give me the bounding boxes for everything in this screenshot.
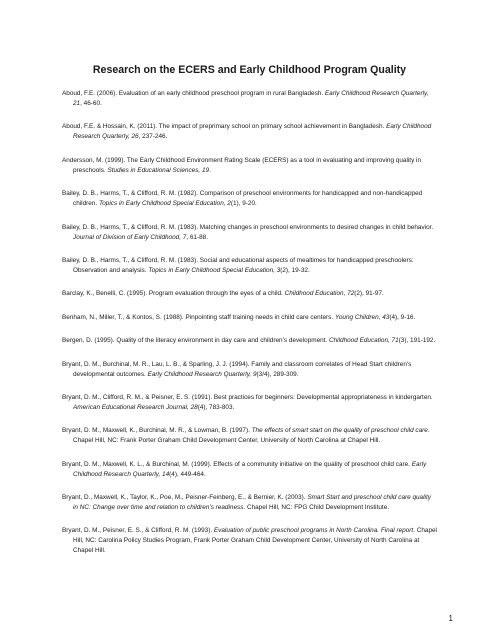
reference-item: Aboud, F.E. & Hossain, K. (2011). The impact of preprimary school on primary school achievement in Bangladesh. Early Childhood Research Quarterly, 26, 237-246. [62, 123, 432, 141]
page-title: Research on the ECERS and Early Childhood Program Quality [92, 64, 407, 76]
reference-item: Barclay, K., Benelli, C. (1995). Program evaluation through the eyes of a child. Childhood Education, 72(2), 91-97. [62, 290, 384, 298]
reference-item: Bryant, D. M., Peisner, E. S., & Clifford, R. M. (1993). Evaluation of public preschool programs in North Carolina. Final report. Chapel Hill, NC: Carolina Policy Studies Program, Frank Porter Graham Child Development Center, University of North Carolina at Chapel Hill. [62, 527, 437, 555]
page-number: 1 [448, 614, 453, 623]
reference-list [62, 89, 437, 556]
reference-item: Andersson, M. (1999). The Early Childhood Environment Rating Scale (ECERS) as a tool in evaluating and improving quality in preschools. Studies in Educational Sciences, 19. [62, 156, 422, 174]
reference-item: Bryant, D., Maxwell, K., Taylor, K., Poe, M., Peisner-Feinberg, E., & Bernier, K. (2003). Smart Start and preschool child care quality in NC: Change over time and relation to children’s readiness. Chapel Hill, NC: FPG Child Development Institute. [62, 494, 431, 512]
reference-item: Bailey, D. B., Harms, T., & Clifford, R. M. (1983). Matching changes in preschool environments to desired changes in child behavior. Journal of Division of Early Childhood, 7, 61-88. [62, 223, 434, 241]
reference-item: Bergen, D. (1995). Quality of the literacy environment in day care and children’s development. Childhood Education, 71(3), 191-192. [62, 337, 436, 345]
reference-item: Bryant, D. M., Burchinal, M. R., Lau, L. B., & Sparling, J. J. (1994). Family and classroom correlates of Head Start children's developmental outcomes. Early Childhood Research Quarterly, 9(3/4), 289-309. [62, 360, 412, 378]
reference-item: Bailey, D. B., Harms, T., & Clifford, R. M. (1982). Comparison of preschool environments for handicapped and non-handicapped children. Topics in Early Childhood Special Education, 2(1), 9-20. [62, 190, 423, 208]
reference-item: Bailey, D. B., Harms, T., & Clifford, R. M. (1983). Social and educational aspects of mealtimes for handicapped preschoolers: Observation and analysis. Topics in Early Childhood Special Education, 3(2), 19-32. [62, 256, 414, 274]
reference-item: Bryant, D. M., Maxwell, K. L., & Burchinal, M. (1999). Effects of a community initiative on the quality of preschool child care. Early Childhood Research Quarterly, 14(4), 449-464. [62, 460, 427, 478]
reference-item: Bryant, D. M., Clifford, R. M., & Peisner, E. S. (1991). Best practices for beginners: Developmental appropriateness in kindergarten. American Educational Research Journal, 28(4), 783-803. [62, 393, 433, 411]
reference-item: Benham, N., Miller, T., & Kontos, S. (1988). Pinpointing staff training needs in child care centers. Young Children, 43(4), 9-16. [62, 313, 416, 321]
reference-item: Aboud, F.E. (2006). Evaluation of an early childhood preschool program in rural Bangladesh. Early Childhood Research Quarterly, 21, 46-60. [62, 90, 429, 107]
reference-item: Bryant, D. M., Maxwell, K., Burchinal, M. R., & Lowman, B. (1997). The effects of smart start on the quality of preschool child care. Chapel Hill, NC: Frank Porter Graham Child Development Center, University of North Carolina at Chapel Hill. [62, 427, 430, 445]
